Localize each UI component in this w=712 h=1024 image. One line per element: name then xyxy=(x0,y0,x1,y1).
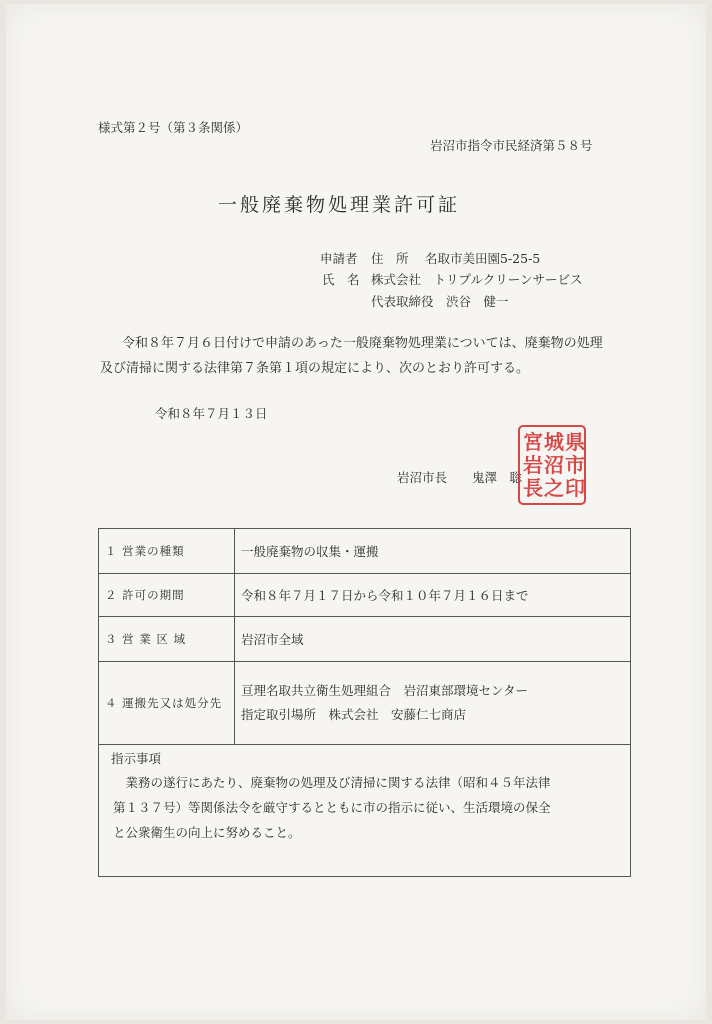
document-title: 一般廃棄物処理業許可証 xyxy=(218,194,461,216)
table-row xyxy=(99,617,631,662)
address-label: 住 所 xyxy=(371,251,409,266)
instructions-text: 業務の遂行にあたり、廃棄物の処理及び清掃に関する法律（昭和４５年法律 第１３７号）等関係法令を厳守するとともに市の指示に従い、生活環境の保全 と公衆衛生の向上に努めること。 xyxy=(113,775,551,840)
applicant-heading: 申請者 xyxy=(320,251,358,266)
row-value: 岩沼市全域 xyxy=(235,617,631,662)
body-line-1: 令和８年７月６日付けで申請のあった一般廃棄物処理業については、廃棄物の処理 xyxy=(122,336,603,351)
row-value: 令和８年７月１７日から令和１０年７月１６日まで xyxy=(235,574,631,617)
applicant-representative: 代表取締役 渋谷 健一 xyxy=(371,294,509,309)
table-row xyxy=(99,574,631,617)
official-seal-stamp: 県 市 印 城 沼 之 宮 岩 長 xyxy=(518,425,586,505)
issue-date: 令和８年７月１３日 xyxy=(155,406,268,421)
row-label: ２ 許可の期間 xyxy=(99,574,235,617)
instructions-box xyxy=(98,744,631,877)
row-value: 一般廃棄物の収集・運搬 xyxy=(235,529,631,574)
row-label: ４ 運搬先又は処分先 xyxy=(99,662,235,745)
destination-line-2: 指定取引場所 株式会社 安藤仁七商店 xyxy=(241,707,467,722)
row-label: ３ 営 業 区 域 xyxy=(99,617,235,662)
destination-line-1: 亘理名取共立衛生処理組合 岩沼東部環境センター xyxy=(241,683,529,698)
row-value xyxy=(235,662,631,745)
name-label: 氏 名 xyxy=(322,272,360,287)
instructions-heading: 指示事項 xyxy=(111,751,162,766)
table-row xyxy=(99,662,631,745)
document-number: 岩沼市指令市民経済第５８号 xyxy=(430,138,593,153)
form-number: 様式第２号（第３条関係） xyxy=(98,120,249,135)
applicant-company: 株式会社 トリプルクリーンサービス xyxy=(371,272,583,287)
permit-details-table xyxy=(98,528,631,745)
mayor-name: 岩沼市長 鬼澤 聡 xyxy=(397,470,523,485)
table-row xyxy=(99,529,631,574)
row-label: １ 営業の種類 xyxy=(99,529,235,574)
applicant-address: 名取市美田園5-25-5 xyxy=(425,251,541,266)
body-line-2: 及び清掃に関する法律第７条第１項の規定により、次のとおり許可する。 xyxy=(100,361,530,376)
